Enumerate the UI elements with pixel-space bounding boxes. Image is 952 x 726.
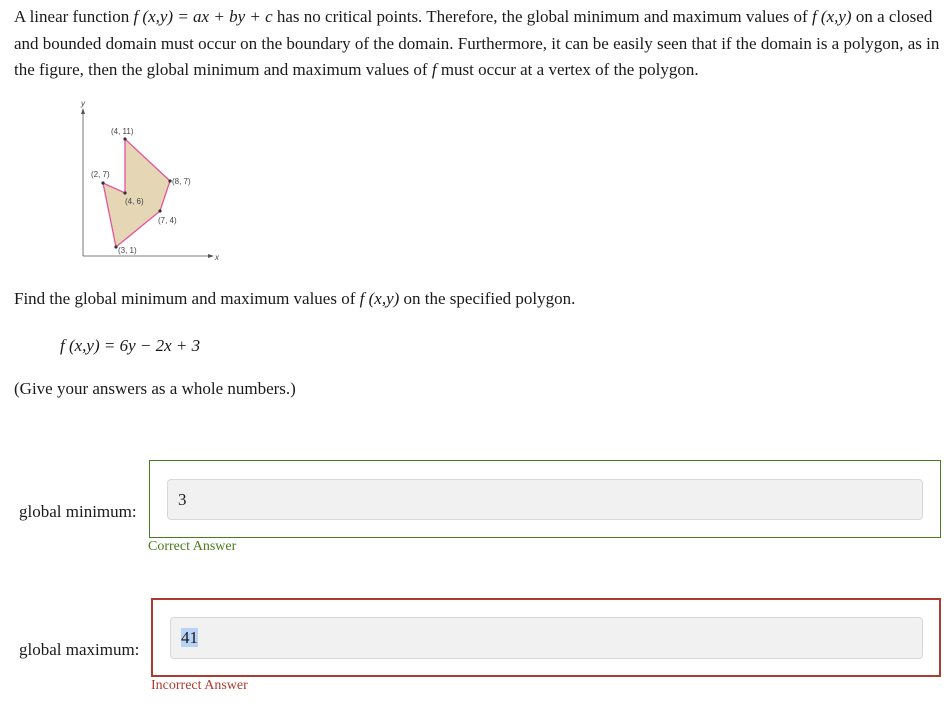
intro-text: has no critical points. Therefore, the global minimum and maximum values of: [272, 7, 812, 26]
x-axis-arrow: [208, 254, 214, 258]
intro-text: must occur at a vertex of the polygon.: [436, 60, 699, 79]
global-maximum-input[interactable]: [170, 617, 923, 659]
vertex-point: [123, 137, 126, 140]
y-axis-arrow: [81, 108, 85, 114]
polygon-region: [103, 139, 170, 247]
vertex-point: [158, 209, 161, 212]
intro-text: on a closed and bounded domain must occur on the boundary of the domain. Furthermore, it can be easily seen that if the domain is a polygon, as in the figure, then the global minimum and maximum values of: [14, 7, 940, 79]
prompt-text: on the specified polygon.: [399, 289, 576, 308]
answer-hint: (Give your answers as a whole numbers.): [14, 379, 296, 398]
x-axis-label: x: [215, 253, 219, 262]
function-formula: f (x,y) = 6y − 2x + 3: [60, 336, 201, 355]
question-prompt: [14, 289, 575, 309]
vertex-label: (7, 4): [158, 216, 177, 225]
problem-intro: [14, 4, 944, 84]
correct-answer-feedback: Correct Answer: [148, 539, 237, 554]
vertex-point: [101, 181, 104, 184]
intro-text: A linear function: [14, 7, 134, 26]
incorrect-answer-feedback: Incorrect Answer: [151, 678, 248, 693]
prompt-formula: f (x,y): [359, 289, 400, 308]
intro-formula: f: [431, 60, 437, 79]
intro-formula: f (x,y) = ax + by + c: [133, 7, 273, 26]
vertex-label: (4, 11): [111, 127, 134, 136]
global-minimum-label: global minimum:: [19, 502, 137, 521]
global-maximum-label: global maximum:: [19, 640, 140, 659]
polygon-figure: [70, 98, 230, 266]
vertex-point: [123, 191, 126, 194]
vertex-label: (8, 7): [172, 177, 191, 186]
intro-formula: f (x,y): [811, 7, 852, 26]
prompt-text: Find the global minimum and maximum values of: [14, 289, 360, 308]
y-axis-label: y: [81, 99, 85, 108]
vertex-label: (2, 7): [91, 170, 110, 179]
vertex-label: (3, 1): [118, 246, 137, 255]
global-minimum-input[interactable]: [167, 479, 923, 520]
vertex-label: (4, 6): [125, 197, 144, 206]
selected-value: 41: [181, 628, 198, 647]
